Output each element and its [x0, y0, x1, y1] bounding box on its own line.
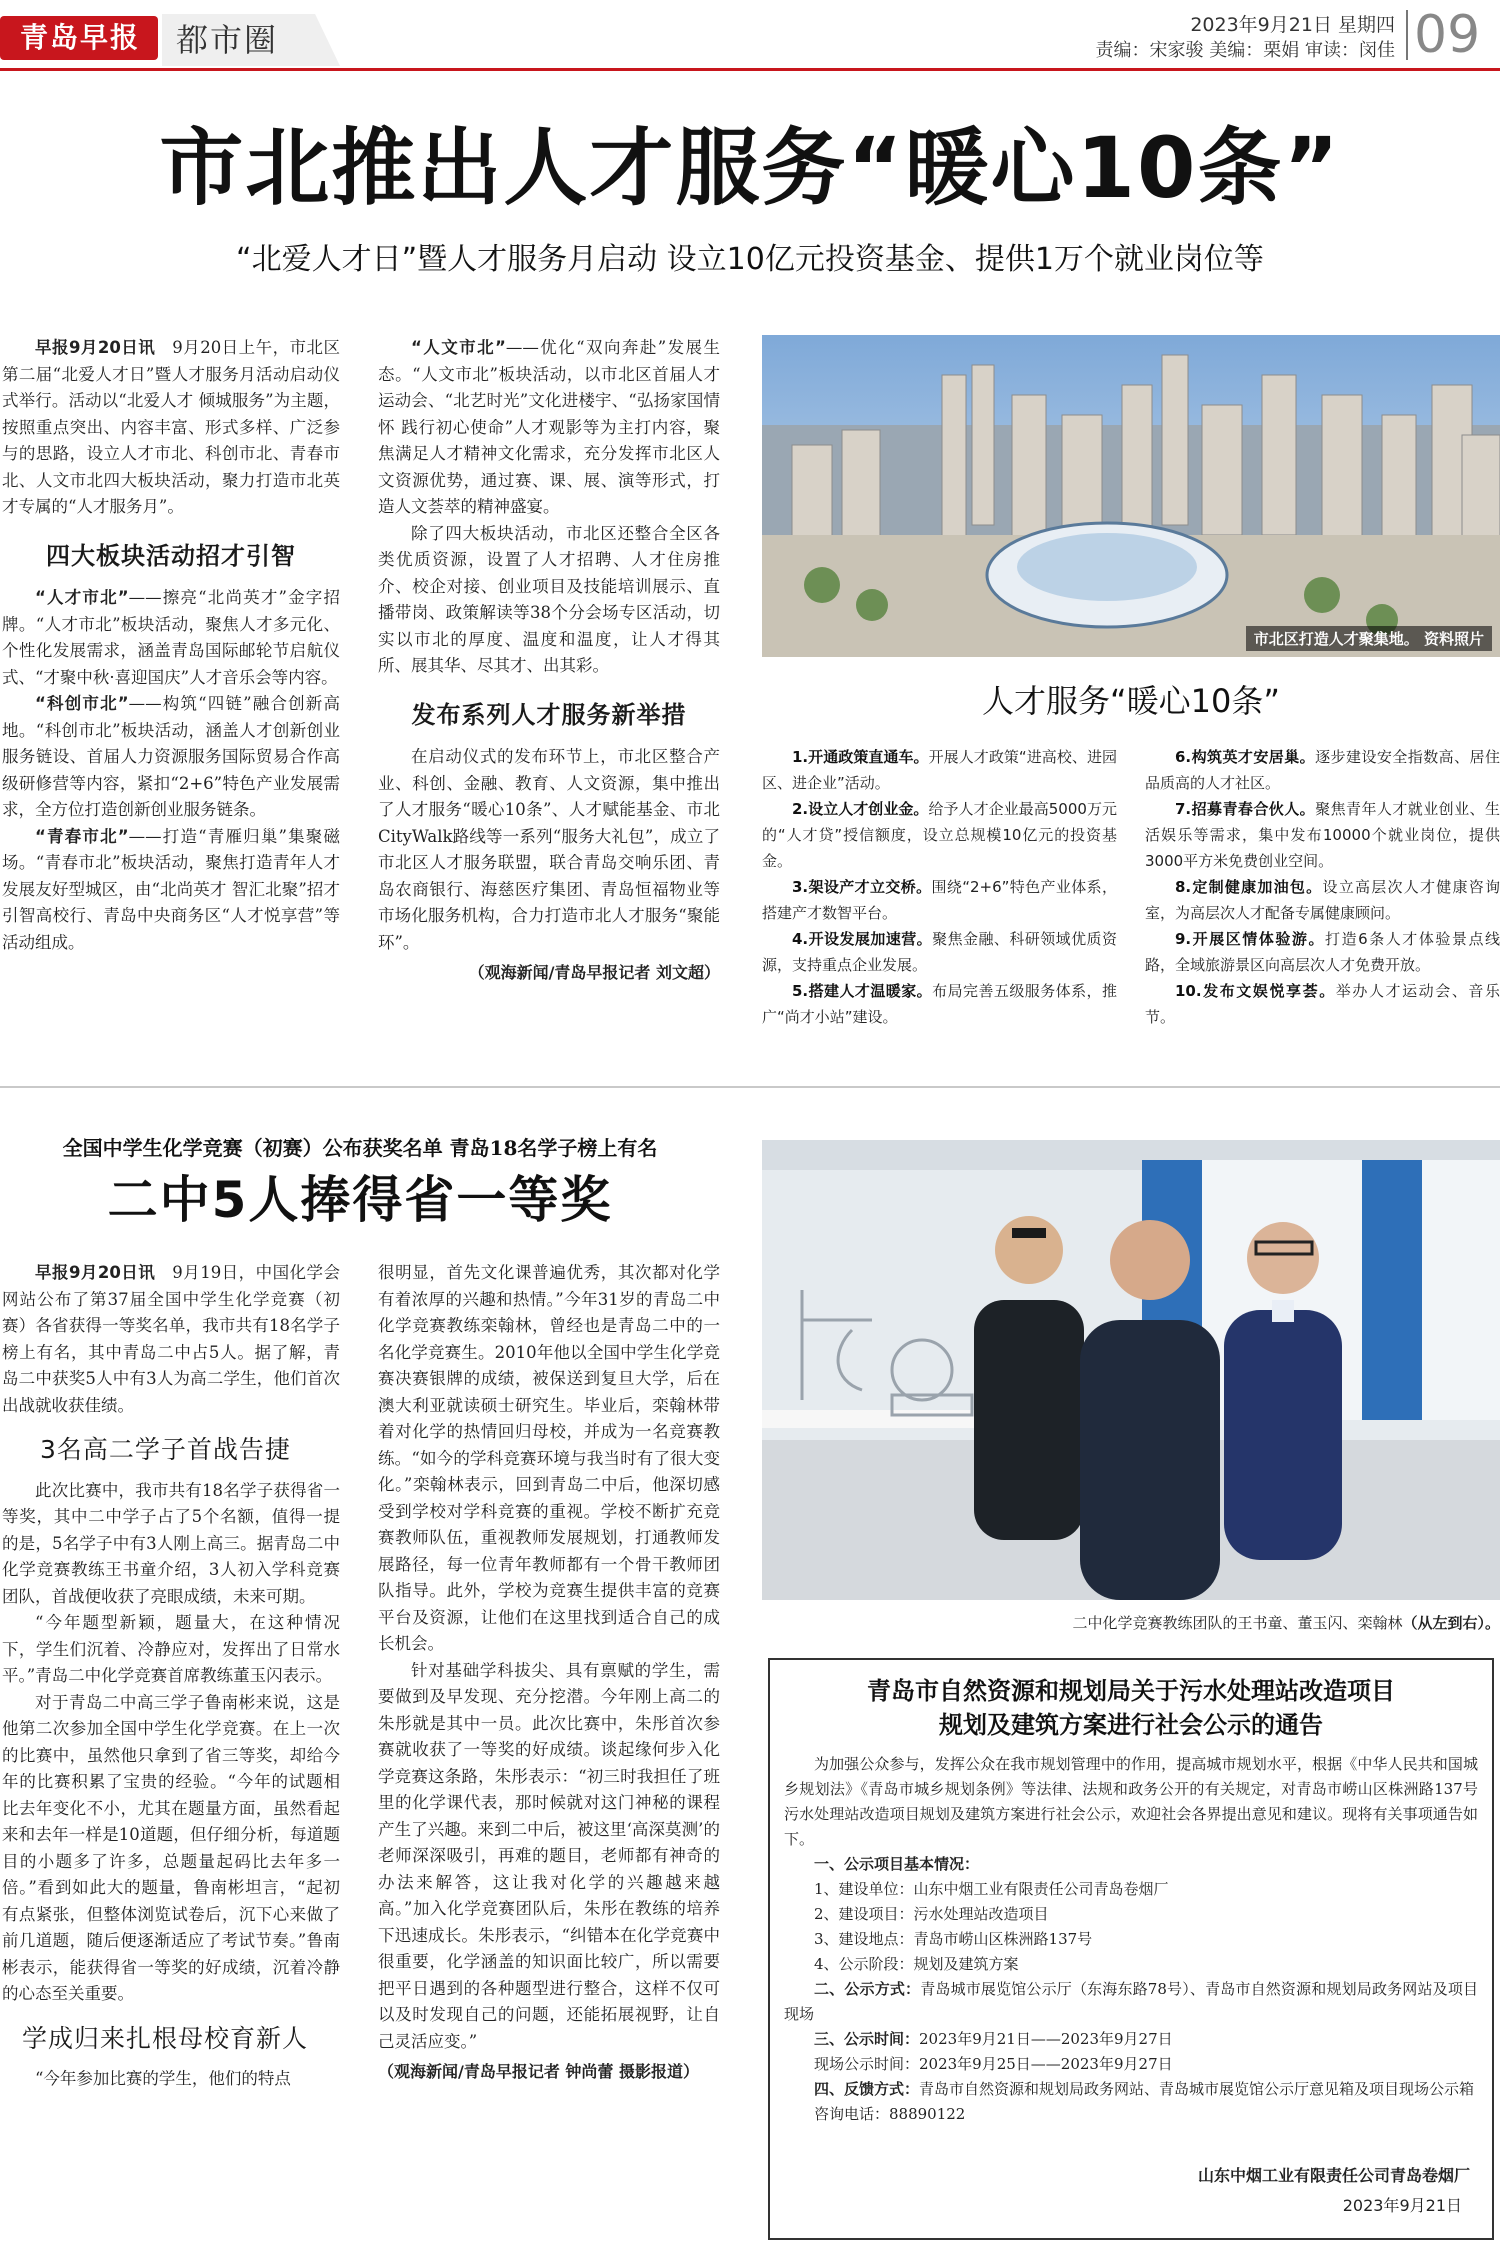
notice-item: 3、建设地点：青岛市崂山区株洲路137号: [814, 1930, 1093, 1948]
dateline: 早报9月20日讯: [35, 338, 156, 357]
measures-list: [762, 744, 1500, 1064]
page-number: 09: [1414, 5, 1481, 65]
section-heading: 3名高二学子首战告捷: [40, 1435, 291, 1464]
measure-text: 举办人才运动会、音乐节。: [1145, 982, 1500, 1026]
paragraph-lead: “科创市北”: [35, 694, 129, 713]
paragraph-lead: “青春市北”: [35, 826, 129, 846]
notice-section-title: 二、公示方式：: [814, 1980, 921, 1998]
byline: （观海新闻/青岛早报记者 钟尚蕾 摄影报道）: [378, 2062, 699, 2081]
lead-col-1: [2, 335, 340, 956]
chem-kicker: 全国中学生化学竞赛（初赛）公布获奖名单 青岛18名学子榜上有名: [62, 1136, 658, 1160]
lead-subheadline: “北爱人才日”暨人才服务月启动 设立10亿元投资基金、提供1万个就业岗位等: [236, 242, 1264, 277]
red-rule: [0, 68, 1500, 71]
notice-phone: 咨询电话：88890122: [814, 2105, 966, 2123]
notice-text: 青岛城市展览馆公示厅（东海东路78号）、青岛市自然资源和规划局政务网站及项目现场: [784, 1980, 1478, 2023]
measure-title: 7.招募青春合伙人。: [1175, 800, 1316, 818]
notice-text: 2023年9月21日——2023年9月27日: [919, 2030, 1173, 2048]
body-paragraph: 很明显，首先文化课普遍优秀，其次都对化学有着浓厚的兴趣和热情。”今年31岁的青岛二中化学竞赛教练栾翰林，曾经也是青岛二中的一名化学竞赛生。2010年他以全国中学生化学竞赛决赛银牌的成绩，被保送到复旦大学，后在澳大利亚就读硕士研究生。毕业后，栾翰林带着对化学的热情回归母校，并成为一名竞赛教练。“如今的学科竞赛环境与我当时有了很大变化。”栾翰林表示，回到青岛二中后，他深切感受到学校对学科竞赛的重视。学校不断扩充竞赛教师队伍，重视教师发展规划，打通教师发展路径，每一位青年教师都有一个骨干教师团队指导。此外，学校为竞赛生提供丰富的竞赛平台及资源，让他们在这里找到适合自己的成长机会。: [378, 1263, 720, 1653]
notice-date: 2023年9月21日: [1342, 2196, 1462, 2215]
chem-headline: 二中5人捧得省一等奖: [107, 1171, 613, 1229]
notice-title-line: 规划及建筑方案进行社会公示的通告: [939, 1711, 1323, 1739]
notice-intro: 为加强公众参与，发挥公众在我市规划管理中的作用，提高城市规划水平，根据《中华人民共和国城乡规划法》《青岛市城乡规划条例》等法律、法规和政务公开的有关规定，对青岛市崂山区株洲路137号污水处理站改造项目规划及建筑方案进行社会公示，欢迎社会各界提出意见和建议。现将有关事项通告如下。: [784, 1755, 1478, 1848]
city-photo: [762, 335, 1500, 657]
measure-text: 开展人才政策“进高校、进园区、进企业”活动。: [762, 748, 1117, 792]
measure-item: [762, 796, 1117, 874]
section-heading: 四大板块活动招才引智: [46, 541, 296, 570]
measure-text: 聚焦金融、科研领域优质资源，支持重点企业发展。: [762, 930, 1117, 974]
lead-paragraph: 9月20日上午，市北区第二届“北爱人才日”暨人才服务月活动启动仪式举行。活动以“北爱人才 倾城服务”为主题，按照重点突出、内容丰富、形式多样、广泛参与的思路，设立人才市北、科创市北、青春市北、人文市北四大板块活动，聚力打造市北英才专属的“人才服务月”。: [2, 338, 341, 516]
notice-text: 现场公示时间：2023年9月25日——2023年9月27日: [814, 2055, 1173, 2073]
notice-text: 青岛市自然资源和规划局政务网站、青岛城市展览馆公示厅意见箱及项目现场公示箱: [919, 2080, 1475, 2098]
notice-section-title: 一、公示项目基本情况：: [814, 1855, 980, 1873]
measure-title: 8.定制健康加油包。: [1175, 878, 1323, 896]
measure-title: 10.发布文娱悦享荟。: [1175, 982, 1336, 1000]
notice-title-line: 青岛市自然资源和规划局关于污水处理站改造项目: [867, 1677, 1395, 1705]
body-paragraph: ——擦亮“北尚英才”金字招牌。“人才市北”板块活动，聚焦人才多元化、个性化发展需求，涵盖青岛国际邮轮节启航仪式、“才聚中秋·喜迎国庆”人才音乐会等内容。: [2, 588, 340, 687]
measure-title: 5.搭建人才温暖家。: [792, 982, 933, 1000]
caption-order: （从左到右）。: [1402, 1614, 1500, 1632]
measure-item: [1145, 874, 1500, 926]
body-paragraph: 此次比赛中，我市共有18名学子获得省一等奖，其中二中学子占了5个名额，值得一提的是，5名学子中有3人刚上高三。据青岛二中化学竞赛教练王书童介绍，3人初入学科竞赛团队，首战便收获了亮眼成绩，未来可期。: [2, 1480, 340, 1606]
notice-issuer: 山东中烟工业有限责任公司青岛卷烟厂: [1197, 2166, 1470, 2185]
section-heading: 学成归来扎根母校育新人: [22, 2023, 309, 2053]
measure-title: 2.设立人才创业金。: [792, 800, 929, 818]
notice-section-title: 三、公示时间：: [814, 2030, 920, 2048]
issue-date: 2023年9月21日 星期四: [1190, 14, 1395, 36]
measure-item: [1145, 744, 1500, 796]
public-notice: [768, 1658, 1494, 2240]
body-paragraph: 对于青岛二中高三学子鲁南彬来说，这是他第二次参加全国中学生化学竞赛。在上一次的比赛中，虽然他只拿到了省三等奖，却给今年的比赛积累了宝贵的经验。“今年的试题相比去年变化不小，尤其在题量方面，虽然看起来和去年一样是10道题，但仔细分析，每道题目的小题多了许多，总题量起码比去年多一倍。”看到如此大的题量，鲁南彬坦言，“起初有点紧张，但整体浏览试卷后，沉下心来做了前几道题，随后便逐渐适应了考试节奏。”鲁南彬表示，能获得省一等奖的好成绩，沉着冷静的心态至关重要。: [2, 1692, 340, 2003]
byline: （观海新闻/青岛早报记者 刘文超）: [468, 963, 720, 982]
measure-text: 给予人才企业最高5000万元的“人才贷”授信额度，设立总规模10亿元的投资基金。: [762, 800, 1117, 870]
paragraph-lead: “人才市北”: [35, 588, 129, 607]
body-paragraph: “今年题型新颖，题量大，在这种情况下，学生们沉着、冷静应对，发挥出了日常水平。”青岛二中化学竞赛首席教练董玉闪表示。: [2, 1613, 340, 1685]
measure-item: [762, 926, 1117, 978]
measure-item: [1145, 796, 1500, 874]
header-divider: [1406, 10, 1408, 60]
measure-text: 布局完善五级服务体系，推广“尚才小站”建设。: [762, 982, 1117, 1026]
lead-headline: 市北推出人才服务“暖心10条”: [159, 119, 1341, 217]
measure-text: 设立高层次人才健康咨询室，为高层次人才配备专属健康顾问。: [1145, 878, 1500, 922]
lab-photo-caption: [762, 1612, 1500, 1633]
body-paragraph: 9月19日，中国化学会网站公布了第37届全国中学生化学竞赛（初赛）各省获得一等奖名单，我市共有18名学子榜上有名，其中青岛二中占5人。据了解，青岛二中获奖5人中有3人为高二学生，他们首次出战就收获佳绩。: [2, 1263, 341, 1415]
measure-text: 围绕“2+6”特色产业体系，搭建产才数智平台。: [762, 878, 1117, 922]
photo-caption: 市北区打造人才聚集地。 资料照片: [1246, 626, 1492, 651]
caption-text: 二中化学竞赛教练团队的王书童、董玉闪、栾翰林: [1072, 1614, 1403, 1632]
section-name: 都市圈: [176, 21, 279, 59]
section-divider: [0, 1086, 1500, 1088]
chem-col-1: [2, 1260, 340, 2093]
notice-item: 4、公示阶段：规划及建筑方案: [814, 1955, 1019, 1973]
measures-box-title: 人才服务“暖心10条”: [982, 682, 1280, 720]
logo-text: 青岛早报: [19, 21, 140, 54]
city-skyline-illustration: [762, 335, 1500, 657]
paragraph-lead: “人文市北”: [411, 338, 506, 357]
measure-item: [1145, 926, 1500, 978]
body-paragraph: “今年参加比赛的学生，他们的特点: [35, 2069, 291, 2088]
notice-section-title: 四、反馈方式：: [814, 2080, 920, 2098]
measure-item: [762, 874, 1117, 926]
measure-title: 9.开展区情体验游。: [1175, 930, 1326, 948]
measure-item: [762, 978, 1117, 1030]
measure-item: [762, 744, 1117, 796]
coaches-photo-illustration: [762, 1140, 1500, 1600]
body-paragraph: ——构筑“四链”融合创新高地。“科创市北”板块活动，涵盖人才创新创业服务链设、首届人力资源服务国际贸易合作高级研修营等内容，紧扣“2+6”特色产业发展需求，全方位打造创新创业服务链条。: [2, 694, 340, 819]
notice-body: [784, 1752, 1478, 2127]
body-paragraph: 在启动仪式的发布环节上，市北区整合产业、科创、金融、教育、人文资源，集中推出了人才服务“暖心10条”、人才赋能基金、市北CityWalk路线等一系列“服务大礼包”，成立了市北区人才服务联盟，联合青岛交响乐团、青岛农商银行、海慈医疗集团、青岛恒福物业等市场化服务机构，合力打造市北人才服务“聚能环”。: [378, 747, 720, 952]
measure-title: 3.架设产才立交桥。: [792, 878, 932, 896]
measure-text: 逐步建设安全指数高、居住品质高的人才社区。: [1145, 748, 1500, 792]
notice-item: 1、建设单位：山东中烟工业有限责任公司青岛卷烟厂: [814, 1880, 1169, 1898]
body-paragraph: 针对基础学科拔尖、具有禀赋的学生，需要做到及早发现、充分挖潜。今年刚上高二的朱彤就是其中一员。此次比赛中，朱彤首次参赛就收获了一等奖的好成绩。谈起缘何步入化学竞赛这条路，朱彤表示：“初三时我担任了班里的化学课代表，那时候就对这门神秘的课程产生了兴趣。来到二中后，被这里‘高深莫测’的老师深深吸引，再难的题目，老师都有神奇的办法来解答，这让我对化学的兴趣越来越高。”加入化学竞赛团队后，朱彤在教练的培养下迅速成长。朱彤表示，“纠错本在化学竞赛中很重要，化学涵盖的知识面比较广，所以需要把平日遇到的各种题型进行整合，这样不仅可以及时发现自己的问题，还能拓展视野，让自己灵活应变。”: [378, 1660, 720, 2051]
body-paragraph: 除了四大板块活动，市北区还整合全区各类优质资源，设置了人才招聘、人才住房推介、校企对接、创业项目及技能培训展示、直播带岗、政策解读等38个分会场专区活动，切实以市北的厚度、温度和温度，让人才得其所、展其华、尽其才、出其彩。: [378, 523, 720, 675]
section-heading: 发布系列人才服务新举措: [411, 700, 687, 729]
body-paragraph: ——打造“青雁归巢”集聚磁场。“青春市北”板块活动，聚焦打造青年人才发展友好型城区，由“北尚英才 智汇北聚”招才引智高校行、青岛中央商务区“人才悦享营”等活动组成。: [2, 826, 340, 952]
body-paragraph: ——优化“双向奔赴”发展生态。“人文市北”板块活动，以市北区首届人才运动会、“北艺时光”文化进楼宇、“弘扬家国情怀 践行初心使命”人才观影等为主打内容，聚焦满足人才精神文化需求，充分发挥市北区人文资源优势，通过赛、课、展、演等形式，打造人文荟萃的精神盛宴。: [378, 338, 720, 516]
measure-item: [1145, 978, 1500, 1030]
dateline: 早报9月20日讯: [35, 1263, 156, 1282]
measure-text: 打造6条人才体验景点线路，全域旅游景区向高层次人才免费开放。: [1145, 930, 1500, 974]
measure-title: 1.开通政策直通车。: [792, 748, 929, 766]
notice-item: 2、建设项目：污水处理站改造项目: [814, 1905, 1049, 1923]
chem-col-2: [378, 1260, 720, 2086]
lab-photo: [762, 1140, 1500, 1600]
notice-title: [784, 1674, 1478, 1742]
measure-title: 4.开设发展加速营。: [792, 930, 933, 948]
masthead: [0, 0, 1500, 72]
measure-title: 6.构筑英才安居巢。: [1175, 748, 1316, 766]
measure-text: 聚焦青年人才就业创业、生活娱乐等需求，集中发布10000个就业岗位，提供3000平方米免费创业空间。: [1145, 800, 1500, 870]
lead-col-2: [378, 335, 720, 987]
editor-credits: 责编：宋家骏 美编：栗娟 审读：闵佳: [1095, 40, 1395, 61]
